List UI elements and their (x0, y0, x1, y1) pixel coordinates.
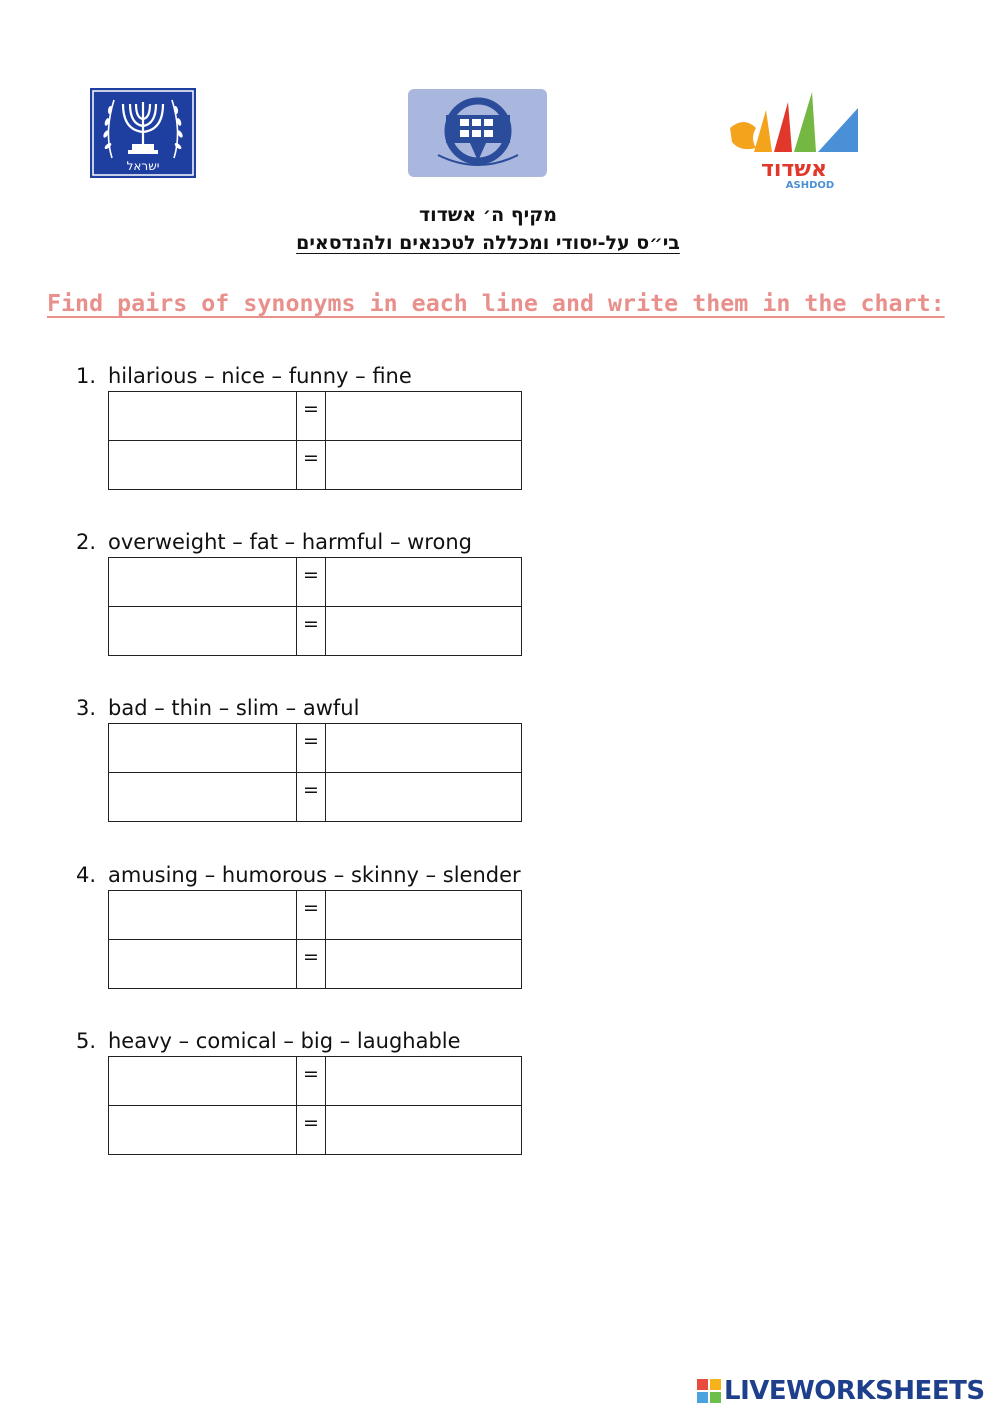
exercise-1 (76, 362, 536, 469)
answer-cell-right[interactable] (326, 724, 522, 773)
answer-cell-left[interactable] (109, 940, 297, 989)
school-logo (408, 89, 547, 177)
exercise-words: heavy – comical – big – laughable (108, 1029, 461, 1053)
emblem-text: ישראל (126, 159, 160, 173)
exercise-number: 2. (76, 530, 97, 554)
answer-cell-right[interactable] (326, 607, 522, 656)
equals-sign: = (296, 558, 325, 607)
answer-cell-right[interactable] (326, 940, 522, 989)
equals-sign: = (296, 1106, 325, 1155)
exercise-words: bad – thin – slim – awful (108, 696, 360, 720)
synonym-chart (108, 723, 522, 822)
answer-cell-right[interactable] (326, 891, 522, 940)
exercise-number: 3. (76, 696, 97, 720)
exercise-number: 4. (76, 863, 97, 887)
answer-cell-left[interactable] (109, 891, 297, 940)
answer-cell-right[interactable] (326, 1106, 522, 1155)
answer-cell-left[interactable] (109, 558, 297, 607)
synonym-chart (108, 1056, 522, 1155)
table-row (109, 1106, 522, 1155)
answer-cell-right[interactable] (326, 392, 522, 441)
equals-sign: = (296, 724, 325, 773)
table-row (109, 392, 522, 441)
equals-sign: = (296, 607, 325, 656)
answer-cell-left[interactable] (109, 724, 297, 773)
exercise-2 (76, 528, 536, 635)
answer-cell-right[interactable] (326, 1057, 522, 1106)
answer-cell-left[interactable] (109, 1106, 297, 1155)
table-row (109, 891, 522, 940)
israel-emblem-logo (90, 88, 196, 178)
exercise-4 (76, 861, 536, 968)
liveworksheets-logo-icon (697, 1379, 721, 1403)
answer-cell-left[interactable] (109, 1057, 297, 1106)
table-row (109, 607, 522, 656)
table-row (109, 940, 522, 989)
synonym-chart (108, 557, 522, 656)
table-row (109, 1057, 522, 1106)
school-name: מקיף ה׳ אשדוד (419, 204, 557, 226)
answer-cell-left[interactable] (109, 441, 297, 490)
city-logo-hebrew: אשדוד (760, 157, 828, 182)
table-row (109, 773, 522, 822)
ashdod-city-logo (726, 88, 862, 190)
equals-sign: = (296, 891, 325, 940)
answer-cell-left[interactable] (109, 773, 297, 822)
synonym-chart (108, 391, 522, 490)
answer-cell-left[interactable] (109, 392, 297, 441)
table-row (109, 441, 522, 490)
answer-cell-right[interactable] (326, 441, 522, 490)
liveworksheets-brand (697, 1376, 985, 1406)
exercise-number: 1. (76, 364, 97, 388)
equals-sign: = (296, 392, 325, 441)
synonym-chart (108, 890, 522, 989)
city-logo-latin: ASHDOD (785, 180, 835, 190)
brand-name: LIVEWORKSHEETS (724, 1376, 985, 1406)
equals-sign: = (296, 1057, 325, 1106)
exercise-5 (76, 1027, 536, 1134)
instruction: Find pairs of synonyms in each line and write them in the chart: (47, 290, 945, 317)
exercise-words: amusing – humorous – skinny – slender (108, 863, 521, 887)
table-row (109, 724, 522, 773)
exercise-number: 5. (76, 1029, 97, 1053)
equals-sign: = (296, 773, 325, 822)
answer-cell-left[interactable] (109, 607, 297, 656)
table-row (109, 558, 522, 607)
exercise-words: overweight – fat – harmful – wrong (108, 530, 472, 554)
answer-cell-right[interactable] (326, 773, 522, 822)
equals-sign: = (296, 441, 325, 490)
equals-sign: = (296, 940, 325, 989)
exercise-words: hilarious – nice – funny – fine (108, 364, 412, 388)
answer-cell-right[interactable] (326, 558, 522, 607)
school-subtitle: בי״ס על-יסודי ומכללה לטכנאים ולהנדסאים (296, 232, 680, 254)
exercise-3 (76, 694, 536, 801)
